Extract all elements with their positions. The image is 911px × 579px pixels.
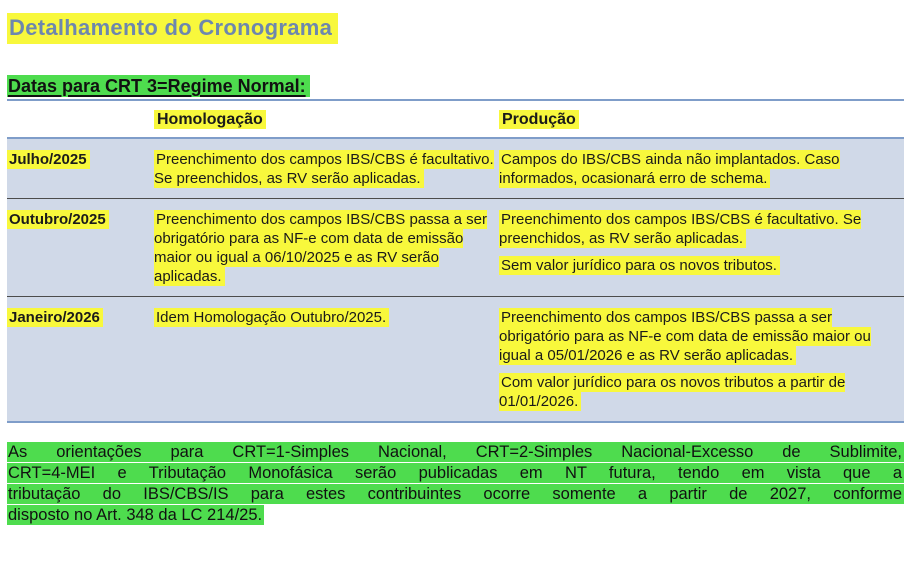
table-row-janeiro-2026 bbox=[7, 297, 904, 423]
cell-paragraph: Sem valor jurídico para os novos tributos. bbox=[499, 256, 904, 275]
row-date: Julho/2025 bbox=[7, 138, 154, 199]
section-heading bbox=[7, 75, 904, 97]
cell-paragraph: Idem Homologação Outubro/2025. bbox=[154, 308, 499, 327]
column-header-producao: Produção bbox=[499, 100, 904, 138]
section-heading-highlight: Datas para CRT 3=Regime Normal: bbox=[7, 75, 310, 97]
footer-note-line: As orientações para CRT=1-Simples Nacional, CRT=2-Simples Nacional-Excesso de Sublimite, bbox=[8, 443, 902, 461]
schedule-table bbox=[7, 99, 904, 423]
cell-paragraph: Campos do IBS/CBS ainda não implantados. Caso informados, ocasionará erro de schema. bbox=[499, 151, 840, 187]
cell-producao bbox=[499, 297, 904, 423]
footer-note-line: CRT=4-MEI e Tributação Monofásica serão publicadas em NT futura, tendo em vista que a bbox=[8, 464, 902, 482]
column-header-empty bbox=[7, 100, 154, 138]
footer-note-line: tributação do IBS/CBS/IS para estes contribuintes ocorre somente a partir de 2027, conforme bbox=[8, 485, 902, 503]
row-date: Outubro/2025 bbox=[7, 199, 154, 297]
footer-note bbox=[7, 442, 904, 526]
cell-paragraph: Com valor jurídico para os novos tributos a partir de 01/01/2026. bbox=[499, 374, 846, 410]
cell-paragraph: Preenchimento dos campos IBS/CBS passa a ser obrigatório para as NF-e com data de emissão maior ou igual a 05/01/2026 e as RV serão aplicadas. bbox=[499, 309, 871, 364]
cell-producao bbox=[499, 199, 904, 297]
table-row-outubro-2025 bbox=[7, 199, 904, 297]
cell-producao bbox=[499, 138, 904, 199]
cell-paragraph: Preenchimento dos campos IBS/CBS é facultativo. Se preenchidos, as RV serão aplicadas. bbox=[499, 211, 862, 247]
cell-homologacao bbox=[154, 199, 499, 297]
column-header-homologacao: Homologação bbox=[154, 100, 499, 138]
cell-homologacao bbox=[154, 297, 499, 423]
cell-paragraph: Preenchimento dos campos IBS/CBS é facultativo. Se preenchidos, as RV serão aplicadas. bbox=[154, 151, 494, 187]
cell-homologacao bbox=[154, 138, 499, 199]
cell-paragraph: Preenchimento dos campos IBS/CBS passa a ser obrigatório para as NF-e com data de emissão maior ou igual a 06/10/2025 e as RV serão aplicadas. bbox=[154, 211, 487, 285]
table-header-row bbox=[7, 100, 904, 138]
table-row-julho-2025 bbox=[7, 138, 904, 199]
row-date: Janeiro/2026 bbox=[7, 297, 154, 423]
page-title bbox=[7, 13, 904, 44]
footer-note-line: disposto no Art. 348 da LC 214/25. bbox=[8, 506, 263, 524]
page-title-highlight: Detalhamento do Cronograma bbox=[7, 13, 338, 44]
